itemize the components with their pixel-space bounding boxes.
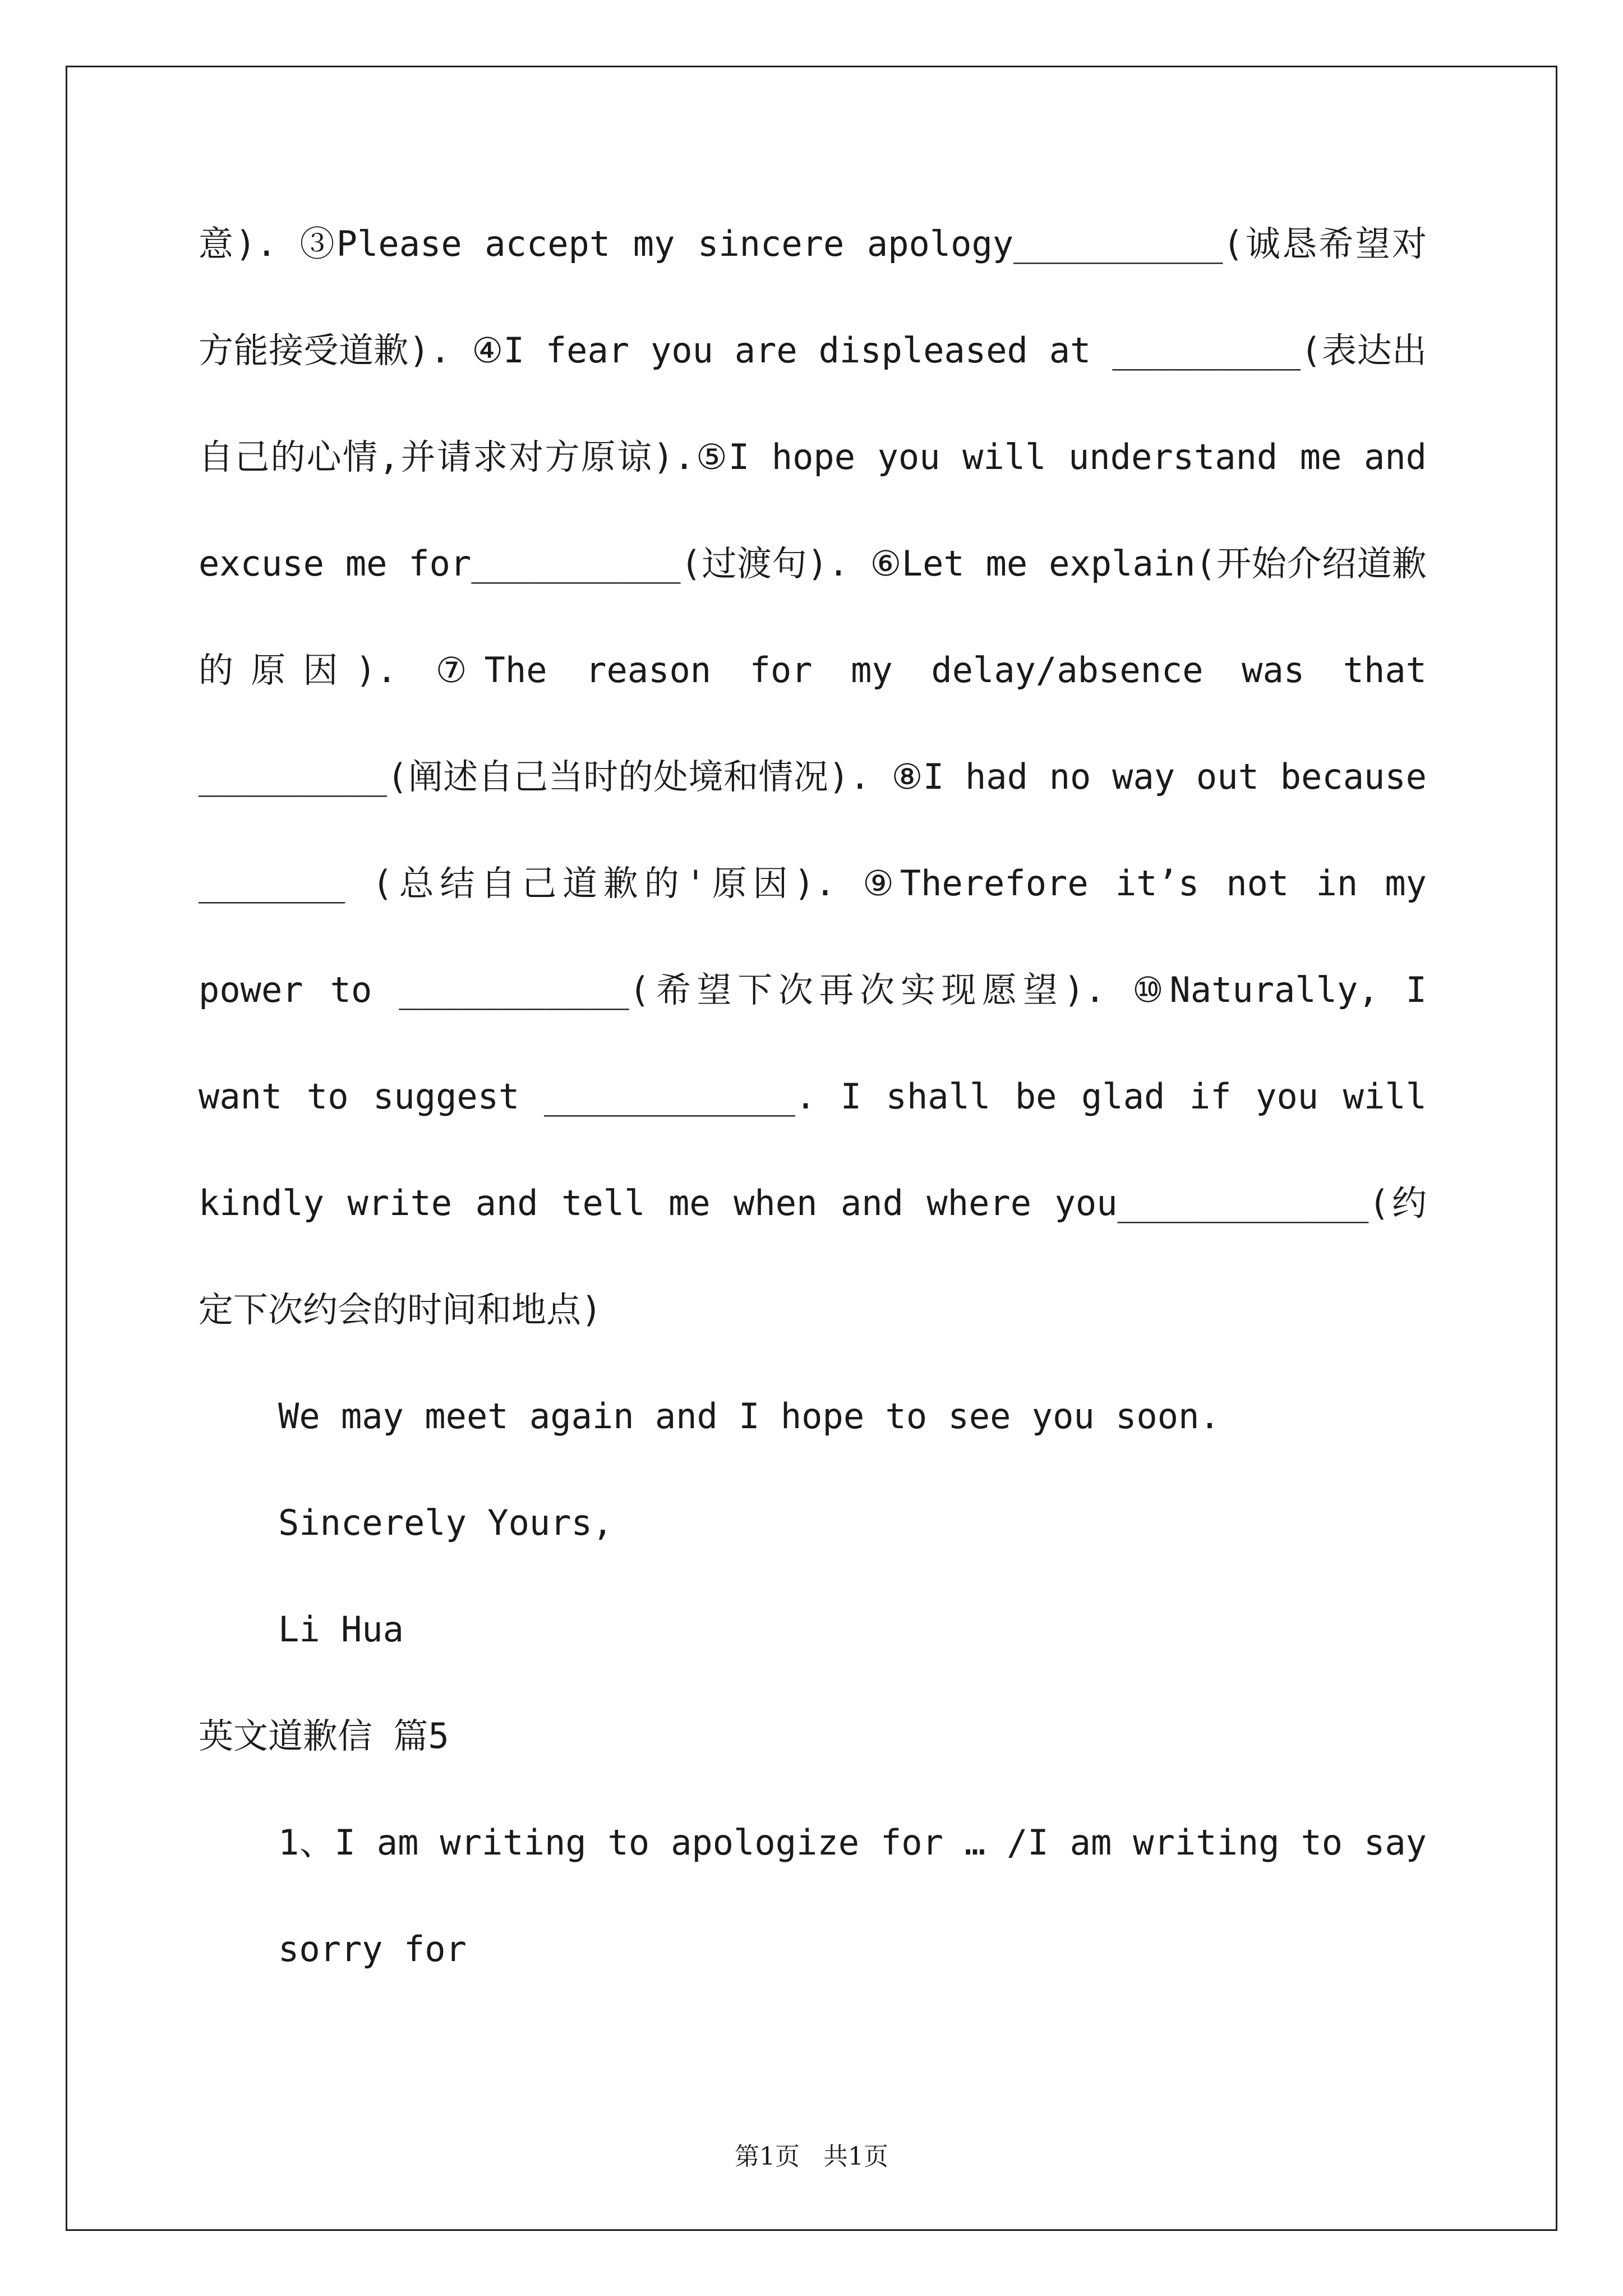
closing-line: We may meet again and I hope to see you soon.	[278, 1396, 1220, 1437]
apology-template-paragraph: 意). ③Please accept my sincere apology__________(诚恳希望对方能接受道歉). ④I fear you are displeased at _________(表达出自己的心情,并请求对方原谅).⑤I hope you will understand me and excuse me for__________(过渡句). ⑥Let me explain(开始介绍道歉的原因). ⑦The reason for my delay/absence was that _________(阐述自己当时的处境和情况). ⑧I had no way out because _______ (总结自己道歉的'原因). ⑨Therefore it’s not in my power to ___________(希望下次再次实现愿望). ⑩Naturally, I want to suggest ____________. I shall be glad if you will kindly write and tell me when and where you____________(约定下次约会的时间和地点)	[199, 223, 1427, 1330]
page-footer: 第1页 共1页	[735, 2142, 888, 2171]
sign-off: Sincerely Yours,	[278, 1502, 614, 1543]
list-item-1: 1、I am writing to apologize for … /I am writing to say sorry for	[278, 1822, 1427, 1970]
section-heading: 英文道歉信 篇5	[199, 1715, 449, 1756]
document-body	[199, 191, 1427, 2003]
signature-name: Li Hua	[278, 1609, 404, 1650]
